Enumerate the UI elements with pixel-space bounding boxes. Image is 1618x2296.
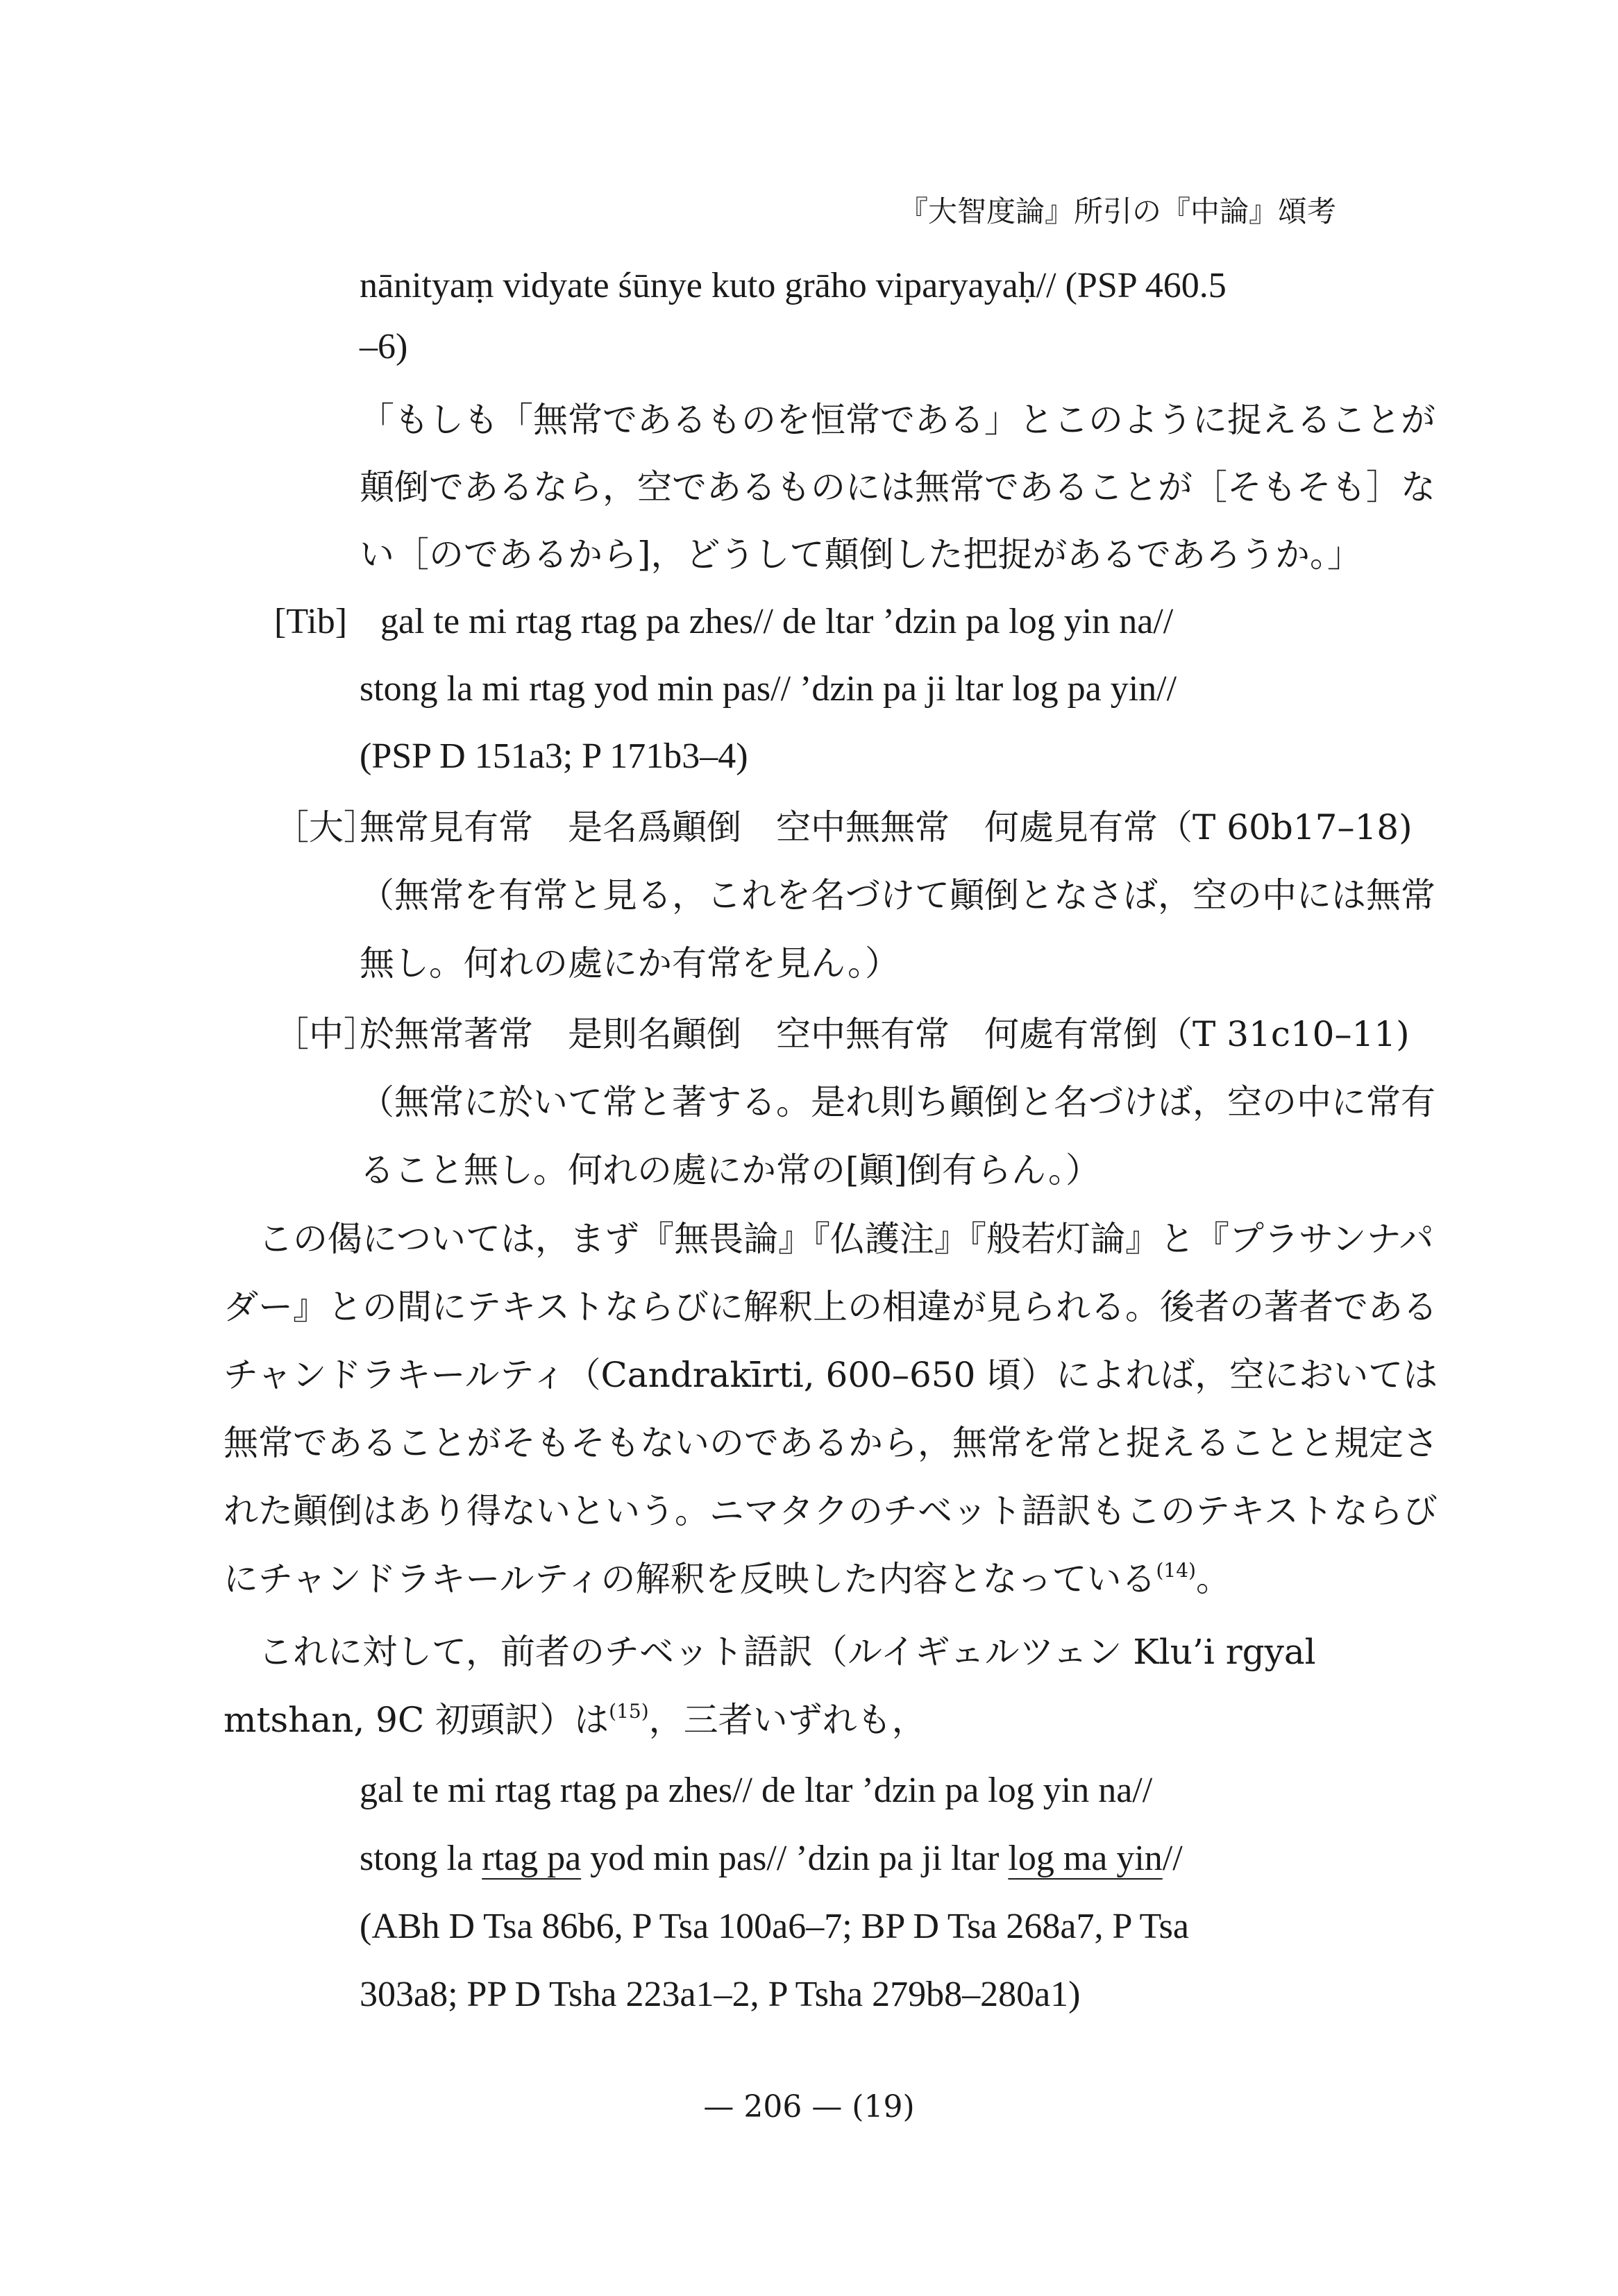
footnote-ref-14[interactable]: (14) — [1156, 1559, 1196, 1582]
chu-line-2: （無常に於いて常と著する。是れ則ち顚倒と名づけば，空の中に常有 — [360, 1082, 1435, 1122]
para1-line-3: チャンドラキールティ（Candrakīrti, 600–650 頃）によれば，空においては — [224, 1355, 1438, 1395]
dai-line-2: （無常を有常と見る，これを名づけて顚倒となさば，空の中には無常 — [360, 875, 1435, 915]
quote2-line-4: 303a8; PP D Tsha 223a1–2, P Tsha 279b8–280a1) — [360, 1975, 1081, 2014]
tib-line-2: stong la mi rtag yod min pas// ’dzin pa ji ltar log pa yin// — [360, 669, 1177, 709]
para2-line-2-end: ，三者いずれも， — [648, 1700, 927, 1740]
para1-line-4: 無常であることがそもそもないのであるから，無常を常と捉えることと規定さ — [224, 1423, 1438, 1463]
para1-line-2: ダー』との間にテキストならびに解釈上の相違が見られる。後者の著者である — [224, 1287, 1438, 1327]
translation-line-3: い［のであるから]，どうして顛倒した把捉があるであろうか。」 — [360, 534, 1363, 575]
quote2-line-1: gal te mi rtag rtag pa zhes// de ltar ’dzin pa log yin na// — [360, 1771, 1153, 1810]
tib-line-3: (PSP D 151a3; P 171b3–4) — [360, 736, 748, 776]
chu-line-3: ること無し。何れの處にか常の[顚]倒有らん。） — [360, 1150, 1101, 1190]
quote2-line-2 — [360, 1838, 1183, 1880]
translation-line-2: 顛倒であるなら，空であるものには無常であることが［そもそも］な — [360, 467, 1435, 507]
chu-tag: ［中］ — [274, 1014, 378, 1054]
translation-line-1: 「もしも「無常であるものを恒常である」とこのように捉えることが — [360, 400, 1435, 440]
dai-line-1: 無常見有常 是名爲顚倒 空中無無常 何處見有常（T 60b17–18) — [360, 807, 1413, 847]
quote2-underlined-rtag-pa: rtag pa — [482, 1839, 582, 1878]
quote2-line-2-c: yod min pas// ’dzin pa ji ltar — [581, 1839, 1009, 1878]
quote2-line-2-a: stong la — [360, 1839, 482, 1878]
quote2-line-2-e: // — [1162, 1839, 1183, 1878]
para1-line-6-text: にチャンドラキールティの解釈を反映した内容となっている — [224, 1559, 1156, 1599]
tib-tag: [Tib] — [274, 602, 348, 641]
chu-line-1: 於無常著常 是則名顚倒 空中無有常 何處有常倒（T 31c10–11) — [360, 1014, 1410, 1054]
dai-tag: ［大］ — [274, 807, 378, 847]
sanskrit-line-1: nānityaṃ vidyate śūnye kuto grāho viparyayaḥ// (PSP 460.5 — [360, 266, 1227, 305]
tib-line-1: gal te mi rtag rtag pa zhes// de ltar ’dzin pa log yin na// — [380, 602, 1174, 641]
para2-line-1: これに対して，前者のチベット語訳（ルイギェルツェン Klu’i rgyal — [258, 1632, 1316, 1672]
para1-line-1: この偈については，まず『無畏論』『仏護注』『般若灯論』と『プラサンナパ — [258, 1219, 1434, 1259]
quote2-underlined-log-ma-yin: log ma yin — [1008, 1839, 1163, 1878]
para1-line-6 — [224, 1558, 1231, 1600]
para1-line-5: れた顚倒はあり得ないという。ニマタクのチベット語訳もこのテキストならび — [224, 1491, 1438, 1531]
dai-line-3: 無し。何れの處にか有常を見ん。） — [360, 943, 900, 984]
para1-line-6-end: 。 — [1195, 1559, 1231, 1599]
sanskrit-line-2: –6) — [360, 327, 408, 366]
page-number: — 206 — (19) — [703, 2089, 915, 2125]
para2-line-2 — [224, 1699, 927, 1741]
running-header: 『大智度論』所引の『中論』頌考 — [898, 194, 1336, 228]
footnote-ref-15[interactable]: (15) — [609, 1700, 649, 1723]
quote2-line-3: (ABh D Tsa 86b6, P Tsa 100a6–7; BP D Tsa 268a7, P Tsa — [360, 1907, 1189, 1946]
para2-line-2-text: mtshan, 9C 初頭訳）は — [224, 1700, 609, 1740]
